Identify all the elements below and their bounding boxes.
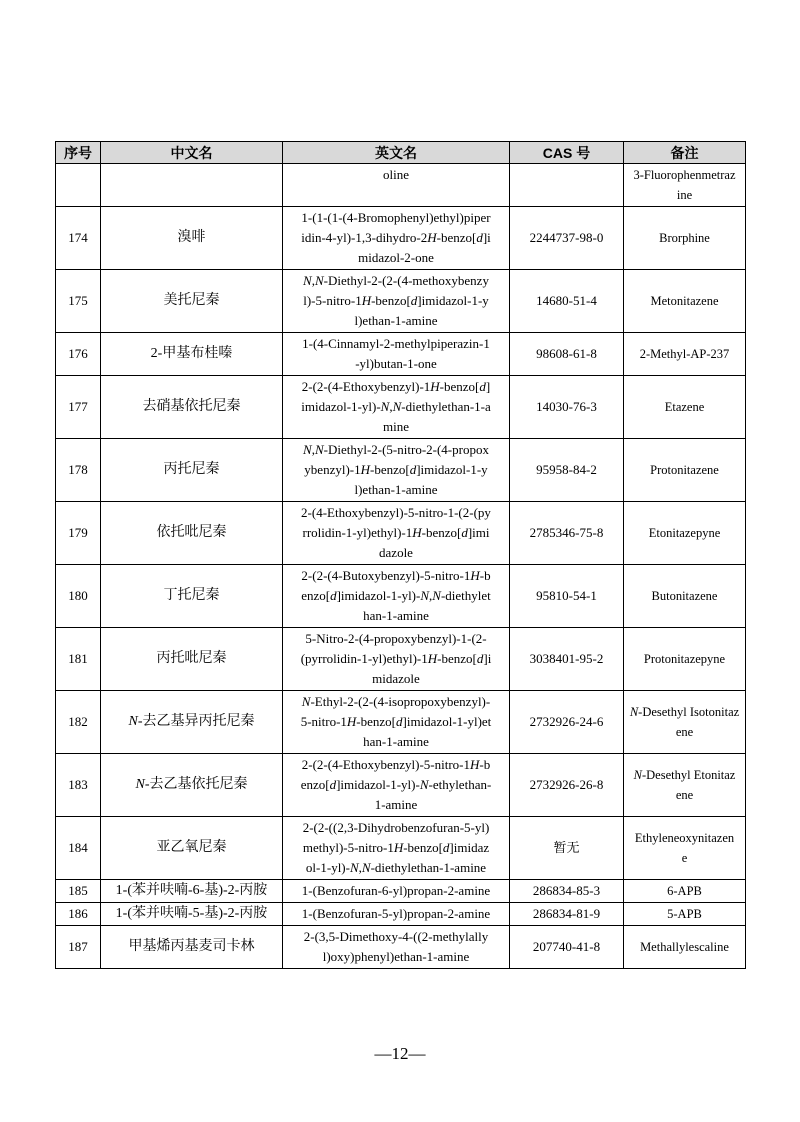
cell-seq: 185 (56, 880, 101, 903)
table-row (56, 817, 746, 880)
table-row (56, 439, 746, 502)
cell-cas: 14680-51-4 (510, 270, 624, 333)
cell-chinese-name: 1-(苯并呋喃-6-基)-2-丙胺 (101, 880, 283, 903)
cell-cas: 14030-76-3 (510, 376, 624, 439)
cell-cas: 暂无 (510, 817, 624, 880)
cell-seq: 175 (56, 270, 101, 333)
cell-remark: 6-APB (624, 880, 746, 903)
cell-remark: Methallylescaline (624, 926, 746, 969)
cell-chinese-name: 溴啡 (101, 207, 283, 270)
cell-cas (510, 164, 624, 207)
cell-chinese-name: 丙托吡尼秦 (101, 628, 283, 691)
header-cell-cn: 中文名 (101, 142, 283, 164)
cell-seq: 186 (56, 903, 101, 926)
cell-seq: 181 (56, 628, 101, 691)
cell-cas: 207740-41-8 (510, 926, 624, 969)
cell-seq: 174 (56, 207, 101, 270)
table-row (56, 502, 746, 565)
table-row (56, 333, 746, 376)
cell-remark: 2-Methyl-AP-237 (624, 333, 746, 376)
cell-seq: 187 (56, 926, 101, 969)
cell-seq: 180 (56, 565, 101, 628)
cell-english-name: N,N-Diethyl-2-(5-nitro-2-(4-propox ybenzyl)-1H-benzo[d]imidazol-1-y l)ethan-1-amine (283, 439, 510, 502)
cell-seq: 182 (56, 691, 101, 754)
table-row (56, 164, 746, 207)
cell-chinese-name: 亚乙氧尼秦 (101, 817, 283, 880)
cell-chinese-name: 去硝基依托尼秦 (101, 376, 283, 439)
cell-remark: Metonitazene (624, 270, 746, 333)
cell-remark: Butonitazene (624, 565, 746, 628)
cell-seq: 179 (56, 502, 101, 565)
cell-seq: 178 (56, 439, 101, 502)
page-number: —12— (374, 1044, 426, 1063)
cell-cas: 286834-85-3 (510, 880, 624, 903)
table-row (56, 880, 746, 903)
cell-remark: Protonitazepyne (624, 628, 746, 691)
cell-english-name: 2-(2-((2,3-Dihydrobenzofuran-5-yl) methyl)-5-nitro-1H-benzo[d]imidaz ol-1-yl)-N,N-diethylethan-1-amine (283, 817, 510, 880)
cell-english-name: 1-(4-Cinnamyl-2-methylpiperazin-1 -yl)butan-1-one (283, 333, 510, 376)
cell-english-name: 2-(2-(4-Ethoxybenzyl)-1H-benzo[d] imidazol-1-yl)-N,N-diethylethan-1-a mine (283, 376, 510, 439)
cell-remark: N-Desethyl Isotonitaz ene (624, 691, 746, 754)
cell-cas: 2244737-98-0 (510, 207, 624, 270)
table-row (56, 376, 746, 439)
cell-chinese-name: 依托吡尼秦 (101, 502, 283, 565)
cell-english-name: 1-(Benzofuran-5-yl)propan-2-amine (283, 903, 510, 926)
cell-remark: 5-APB (624, 903, 746, 926)
cell-english-name: oline (283, 164, 510, 207)
cell-chinese-name: N-去乙基异丙托尼秦 (101, 691, 283, 754)
cell-remark: Etonitazepyne (624, 502, 746, 565)
cell-cas: 95958-84-2 (510, 439, 624, 502)
cell-chinese-name: 美托尼秦 (101, 270, 283, 333)
cell-cas: 2732926-26-8 (510, 754, 624, 817)
cell-chinese-name: N-去乙基依托尼秦 (101, 754, 283, 817)
cell-english-name: 1-(Benzofuran-6-yl)propan-2-amine (283, 880, 510, 903)
cell-english-name: 2-(4-Ethoxybenzyl)-5-nitro-1-(2-(py rrolidin-1-yl)ethyl)-1H-benzo[d]imi dazole (283, 502, 510, 565)
cell-chinese-name: 1-(苯并呋喃-5-基)-2-丙胺 (101, 903, 283, 926)
cell-cas: 2732926-24-6 (510, 691, 624, 754)
table-row (56, 207, 746, 270)
cell-english-name: 2-(2-(4-Ethoxybenzyl)-5-nitro-1H-b enzo[d]imidazol-1-yl)-N-ethylethan- 1-amine (283, 754, 510, 817)
table-row (56, 754, 746, 817)
cell-english-name: 2-(2-(4-Butoxybenzyl)-5-nitro-1H-b enzo[d]imidazol-1-yl)-N,N-diethylet han-1-amine (283, 565, 510, 628)
cell-chinese-name: 2-甲基布桂嗪 (101, 333, 283, 376)
header-cell-remark: 备注 (624, 142, 746, 164)
cell-english-name: 2-(3,5-Dimethoxy-4-((2-methylally l)oxy)phenyl)ethan-1-amine (283, 926, 510, 969)
cell-remark: Protonitazene (624, 439, 746, 502)
cell-english-name: N-Ethyl-2-(2-(4-isopropoxybenzyl)- 5-nitro-1H-benzo[d]imidazol-1-yl)et han-1-amine (283, 691, 510, 754)
cell-seq: 183 (56, 754, 101, 817)
cell-cas: 2785346-75-8 (510, 502, 624, 565)
table-row (56, 628, 746, 691)
cell-remark: Ethyleneoxynitazen e (624, 817, 746, 880)
table-header-row (56, 142, 746, 164)
table-row (56, 903, 746, 926)
cell-seq: 177 (56, 376, 101, 439)
table-row (56, 270, 746, 333)
substances-table (55, 141, 746, 969)
header-cell-cas: CAS 号 (510, 142, 624, 164)
cell-cas: 95810-54-1 (510, 565, 624, 628)
cell-seq (56, 164, 101, 207)
cell-english-name: 5-Nitro-2-(4-propoxybenzyl)-1-(2- (pyrrolidin-1-yl)ethyl)-1H-benzo[d]i midazole (283, 628, 510, 691)
cell-remark: 3-Fluorophenmetraz ine (624, 164, 746, 207)
cell-remark: Brorphine (624, 207, 746, 270)
header-cell-en: 英文名 (283, 142, 510, 164)
cell-chinese-name: 甲基烯丙基麦司卡林 (101, 926, 283, 969)
cell-chinese-name: 丙托尼秦 (101, 439, 283, 502)
table-row (56, 691, 746, 754)
cell-cas: 98608-61-8 (510, 333, 624, 376)
cell-english-name: N,N-Diethyl-2-(2-(4-methoxybenzy l)-5-nitro-1H-benzo[d]imidazol-1-y l)ethan-1-amine (283, 270, 510, 333)
cell-remark: N-Desethyl Etonitaz ene (624, 754, 746, 817)
table-row (56, 926, 746, 969)
cell-cas: 3038401-95-2 (510, 628, 624, 691)
cell-seq: 184 (56, 817, 101, 880)
cell-chinese-name: 丁托尼秦 (101, 565, 283, 628)
cell-remark: Etazene (624, 376, 746, 439)
cell-english-name: 1-(1-(1-(4-Bromophenyl)ethyl)piper idin-4-yl)-1,3-dihydro-2H-benzo[d]i midazol-2-one (283, 207, 510, 270)
table-row (56, 565, 746, 628)
cell-seq: 176 (56, 333, 101, 376)
cell-cas: 286834-81-9 (510, 903, 624, 926)
cell-chinese-name (101, 164, 283, 207)
header-cell-seq: 序号 (56, 142, 101, 164)
